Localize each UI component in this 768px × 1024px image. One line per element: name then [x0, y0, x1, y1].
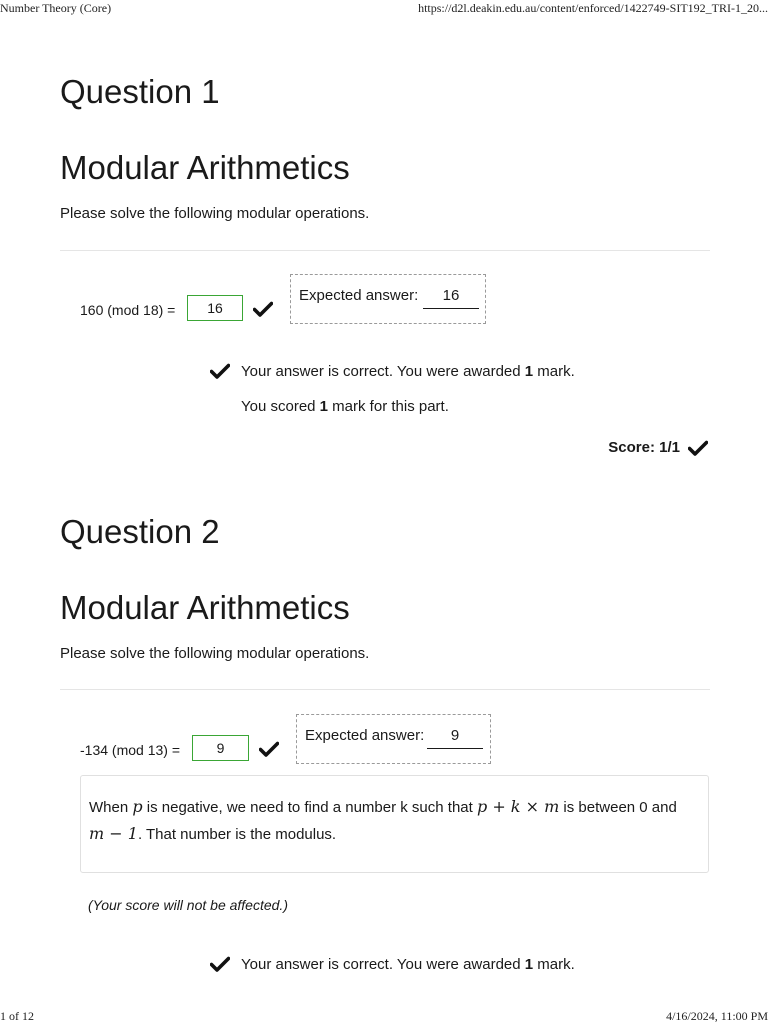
question-1-prompt: 160 (mod 18) = [80, 302, 176, 318]
checkmark-icon [210, 363, 230, 379]
question-2-instruction: Please solve the following modular operations. [60, 645, 370, 662]
expected-answer-label: Expected answer: [299, 287, 419, 304]
question-1-score: Score: 1/1 [608, 439, 680, 456]
checkmark-icon [253, 301, 273, 317]
divider [60, 250, 710, 251]
question-1-heading: Question 1 [60, 73, 220, 110]
question-2-heading: Question 2 [60, 513, 220, 550]
page-url: https://d2l.deakin.edu.au/content/enforced/1422749-SIT192_TRI-1_20... [418, 1, 768, 15]
question-1-expected-answer [290, 274, 486, 324]
question-2-feedback-correct: Your answer is correct. You were awarded 1 mark. [241, 956, 575, 973]
question-1-feedback-part: You scored 1 mark for this part. [241, 398, 449, 415]
question-2-prompt: -134 (mod 13) = [80, 742, 180, 758]
question-2-expected-answer [296, 714, 491, 764]
checkmark-icon [688, 440, 708, 456]
question-2-title: Modular Arithmetics [60, 589, 350, 626]
checkmark-icon [259, 741, 279, 757]
question-1-title: Modular Arithmetics [60, 149, 350, 186]
question-2-note: (Your score will not be affected.) [88, 897, 288, 913]
print-timestamp: 4/16/2024, 11:00 PM [666, 1009, 768, 1023]
checkmark-icon [210, 956, 230, 972]
question-2-hint: When p is negative, we need to find a number k such that p + k × m is between 0 and m − 1. That number is the modulus. [80, 775, 709, 873]
expected-answer-value: 16 [423, 286, 479, 309]
expected-answer-label: Expected answer: [305, 727, 425, 744]
page-count: 1 of 12 [0, 1009, 34, 1023]
expected-answer-value: 9 [427, 726, 483, 749]
question-1-feedback-correct: Your answer is correct. You were awarded 1 mark. [241, 363, 575, 380]
question-1-instruction: Please solve the following modular operations. [60, 205, 370, 222]
question-1-answer-input[interactable]: 16 [187, 295, 243, 321]
document-title: Number Theory (Core) [0, 1, 112, 15]
question-2-answer-input[interactable]: 9 [192, 735, 249, 761]
divider [60, 689, 710, 690]
